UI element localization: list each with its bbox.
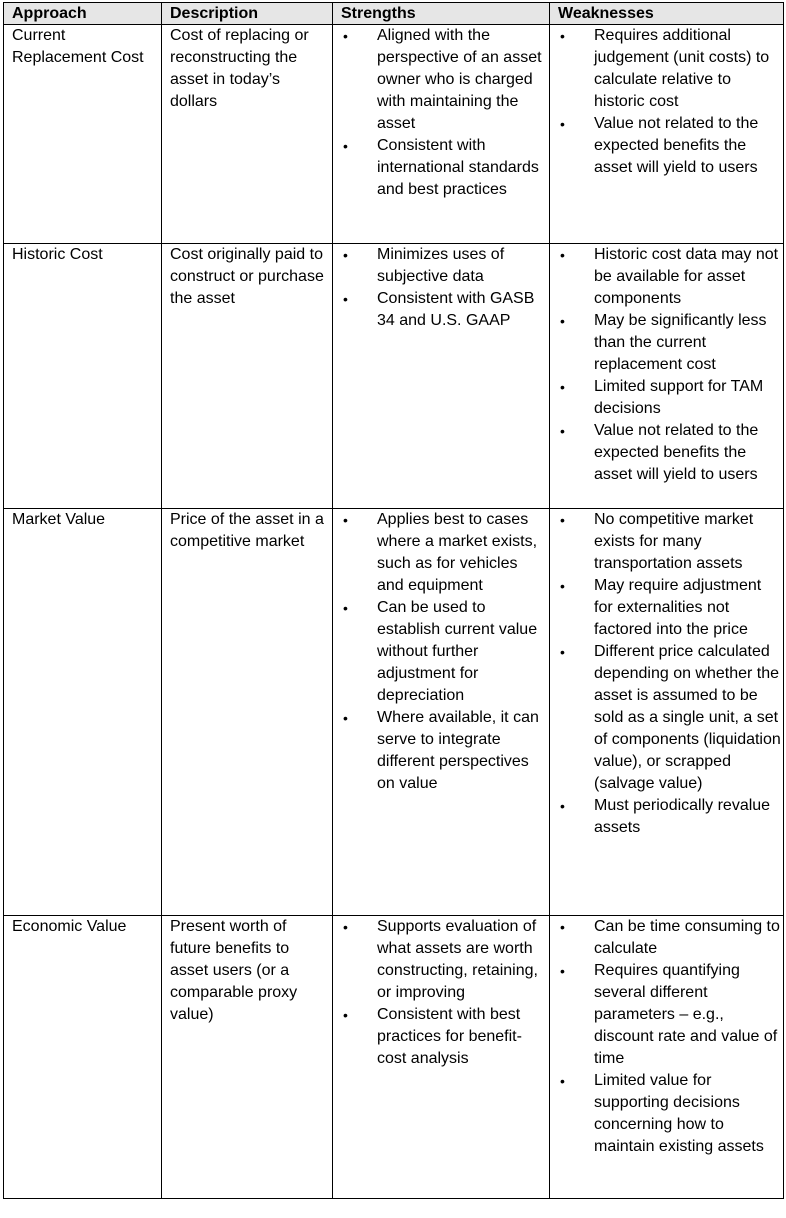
- list-item: • Consistent with GASB 34 and U.S. GAAP: [341, 288, 547, 332]
- weaknesses-list: [558, 244, 781, 486]
- weaknesses-list: [558, 916, 781, 1158]
- approach-text: Current Replacement Cost: [12, 27, 144, 66]
- list-item: • May require adjustment for externalities not factored into the price: [558, 575, 781, 641]
- approach-text: Economic Value: [12, 918, 127, 935]
- description-text: Cost of replacing or reconstructing the asset in today’s dollars: [170, 27, 309, 110]
- list-item: • Limited support for TAM decisions: [558, 376, 781, 420]
- description-cell: [162, 244, 333, 509]
- strengths-list: [341, 25, 547, 201]
- list-item: • Must periodically revalue assets: [558, 795, 781, 839]
- weaknesses-cell: [550, 244, 784, 509]
- approach-cell: [4, 509, 162, 916]
- list-item: • Consistent with best practices for benefit-cost analysis: [341, 1004, 547, 1070]
- strengths-cell: [333, 916, 550, 1199]
- valuation-approaches-table: [3, 2, 784, 1199]
- weaknesses-list: [558, 509, 781, 839]
- list-item: • Requires additional judgement (unit costs) to calculate relative to historic cost: [558, 25, 781, 113]
- list-item: • No competitive market exists for many transportation assets: [558, 509, 781, 575]
- description-text: Present worth of future benefits to asset users (or a comparable proxy value): [170, 918, 298, 1023]
- weaknesses-cell: [550, 25, 784, 244]
- approach-cell: [4, 916, 162, 1199]
- weaknesses-cell: [550, 916, 784, 1199]
- description-cell: [162, 25, 333, 244]
- table-row: [4, 509, 784, 916]
- list-item: • Aligned with the perspective of an asset owner who is charged with maintaining the asset: [341, 25, 547, 135]
- approach-text: Historic Cost: [12, 246, 103, 263]
- list-item: • Value not related to the expected benefits the asset will yield to users: [558, 113, 781, 179]
- strengths-cell: [333, 244, 550, 509]
- list-item: • Different price calculated depending on whether the asset is assumed to be sold as a single unit, a set of components (liquidation value), or scrapped (salvage value): [558, 641, 781, 795]
- list-item: • Requires quantifying several different parameters – e.g., discount rate and value of time: [558, 960, 781, 1070]
- list-item: • Limited value for supporting decisions concerning how to maintain existing assets: [558, 1070, 781, 1158]
- strengths-cell: [333, 25, 550, 244]
- table-row: [4, 916, 784, 1199]
- description-text: Cost originally paid to construct or purchase the asset: [170, 246, 324, 307]
- strengths-list: [341, 244, 547, 332]
- description-cell: [162, 509, 333, 916]
- strengths-list: [341, 509, 547, 795]
- list-item: • May be significantly less than the current replacement cost: [558, 310, 781, 376]
- list-item: • Historic cost data may not be available for asset components: [558, 244, 781, 310]
- list-item: • Supports evaluation of what assets are worth constructing, retaining, or improving: [341, 916, 547, 1004]
- weaknesses-cell: [550, 509, 784, 916]
- list-item: • Consistent with international standards and best practices: [341, 135, 547, 201]
- approach-cell: [4, 25, 162, 244]
- header-row: [4, 3, 784, 25]
- list-item: • Can be time consuming to calculate: [558, 916, 781, 960]
- table-row: [4, 244, 784, 509]
- header-approach: Approach: [4, 3, 162, 25]
- list-item: • Minimizes uses of subjective data: [341, 244, 547, 288]
- header-strengths: Strengths: [333, 3, 550, 25]
- strengths-list: [341, 916, 547, 1070]
- list-item: • Applies best to cases where a market exists, such as for vehicles and equipment: [341, 509, 547, 597]
- approach-text: Market Value: [12, 511, 106, 528]
- description-text: Price of the asset in a competitive market: [170, 511, 324, 550]
- list-item: • Where available, it can serve to integrate different perspectives on value: [341, 707, 547, 795]
- header-description: Description: [162, 3, 333, 25]
- header-weaknesses: Weaknesses: [550, 3, 784, 25]
- strengths-cell: [333, 509, 550, 916]
- approach-cell: [4, 244, 162, 509]
- description-cell: [162, 916, 333, 1199]
- list-item: • Can be used to establish current value without further adjustment for depreciation: [341, 597, 547, 707]
- table-row: [4, 25, 784, 244]
- list-item: • Value not related to the expected benefits the asset will yield to users: [558, 420, 781, 486]
- weaknesses-list: [558, 25, 781, 179]
